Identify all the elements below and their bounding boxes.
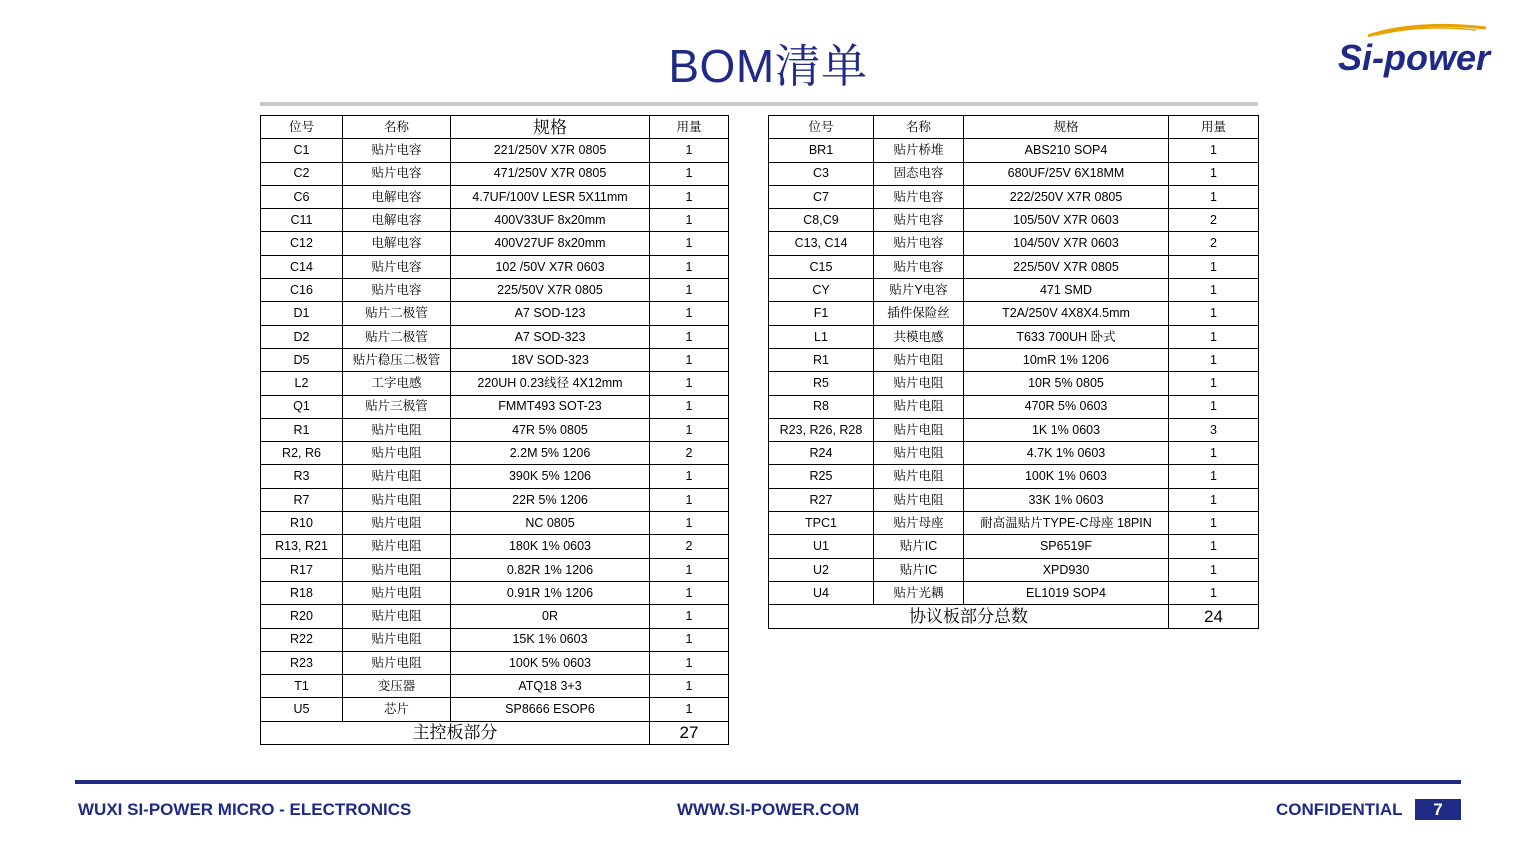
cell-spec: 22R 5% 1206 [451,488,650,511]
cell-ref: D5 [261,348,343,371]
cell-qty: 1 [650,651,729,674]
table-row [261,348,729,371]
cell-ref: R3 [261,465,343,488]
cell-name: 贴片电阻 [874,395,964,418]
cell-spec: A7 SOD-123 [451,302,650,325]
cell-qty: 1 [650,698,729,721]
table-row [261,698,729,721]
cell-name: 芯片 [343,698,451,721]
cell-ref: C15 [769,255,874,278]
cell-spec: EL1019 SOP4 [964,581,1169,604]
cell-ref: C14 [261,255,343,278]
cell-ref: R5 [769,372,874,395]
cell-name: 贴片电阻 [874,488,964,511]
cell-ref: TPC1 [769,512,874,535]
cell-name: 固态电容 [874,162,964,185]
cell-qty: 1 [650,512,729,535]
cell-qty: 1 [1169,325,1259,348]
cell-spec: 47R 5% 0805 [451,418,650,441]
cell-spec: 100K 5% 0603 [451,651,650,674]
cell-qty: 1 [650,581,729,604]
cell-name: 贴片电阻 [343,512,451,535]
cell-ref: R2, R6 [261,442,343,465]
table-header-row [261,116,729,139]
cell-qty: 1 [1169,581,1259,604]
cell-spec: 4.7K 1% 0603 [964,442,1169,465]
cell-name: 贴片光耦 [874,581,964,604]
table-row [261,279,729,302]
cell-spec: ABS210 SOP4 [964,139,1169,162]
table-row [769,581,1259,604]
header-ref: 位号 [769,116,874,139]
cell-name: 贴片IC [874,535,964,558]
cell-name: 电解电容 [343,232,451,255]
table-total-row [261,721,729,744]
cell-ref: R8 [769,395,874,418]
table-row [261,418,729,441]
cell-qty: 1 [1169,348,1259,371]
table-row [261,465,729,488]
cell-ref: R18 [261,581,343,604]
cell-name: 变压器 [343,675,451,698]
protocol-board-bom-table [768,115,1259,629]
cell-ref: C7 [769,185,874,208]
table-row [261,488,729,511]
cell-qty: 1 [650,418,729,441]
cell-qty: 1 [650,185,729,208]
cell-ref: R1 [769,348,874,371]
cell-spec: 4.7UF/100V LESR 5X11mm [451,185,650,208]
table-row [261,325,729,348]
cell-qty: 1 [650,465,729,488]
table-row [261,372,729,395]
cell-name: 贴片电容 [343,162,451,185]
cell-name: 贴片Y电容 [874,279,964,302]
cell-spec: 471 SMD [964,279,1169,302]
table-row [261,442,729,465]
cell-ref: Q1 [261,395,343,418]
cell-qty: 1 [650,279,729,302]
cell-qty: 1 [1169,279,1259,302]
cell-qty: 1 [650,325,729,348]
cell-qty: 1 [1169,185,1259,208]
table-row [769,162,1259,185]
cell-name: 贴片电阻 [343,442,451,465]
cell-spec: 0.82R 1% 1206 [451,558,650,581]
cell-spec: 0R [451,605,650,628]
cell-qty: 2 [650,535,729,558]
table-row [769,395,1259,418]
cell-name: 贴片三极管 [343,395,451,418]
cell-ref: BR1 [769,139,874,162]
cell-qty: 2 [650,442,729,465]
cell-spec: 104/50V X7R 0603 [964,232,1169,255]
cell-qty: 1 [1169,512,1259,535]
cell-ref: U5 [261,698,343,721]
cell-spec: 102 /50V X7R 0603 [451,255,650,278]
cell-ref: R23, R26, R28 [769,418,874,441]
table-row [769,558,1259,581]
table-row [769,139,1259,162]
cell-name: 贴片二极管 [343,302,451,325]
cell-name: 电解电容 [343,209,451,232]
cell-name: 贴片二极管 [343,325,451,348]
table-row [261,232,729,255]
cell-spec: A7 SOD-323 [451,325,650,348]
cell-ref: C8,C9 [769,209,874,232]
cell-ref: R1 [261,418,343,441]
cell-name: 插件保险丝 [874,302,964,325]
cell-qty: 1 [1169,302,1259,325]
total-value: 24 [1169,605,1259,628]
cell-qty: 1 [1169,535,1259,558]
cell-name: 贴片电阻 [343,628,451,651]
total-label: 协议板部分总数 [769,605,1169,628]
left-table-body [261,139,729,721]
cell-name: 贴片电阻 [343,418,451,441]
cell-qty: 3 [1169,418,1259,441]
table-row [769,209,1259,232]
table-header-row [769,116,1259,139]
cell-name: 贴片电阻 [343,605,451,628]
cell-name: 贴片电阻 [343,488,451,511]
table-row [769,348,1259,371]
table-row [769,302,1259,325]
cell-qty: 1 [650,162,729,185]
cell-spec: 221/250V X7R 0805 [451,139,650,162]
footer-confidential: CONFIDENTIAL [1276,800,1403,819]
cell-name: 贴片电阻 [343,465,451,488]
cell-qty: 1 [650,348,729,371]
table-row [769,535,1259,558]
table-row [769,488,1259,511]
cell-spec: 225/50V X7R 0805 [451,279,650,302]
cell-qty: 1 [650,372,729,395]
cell-ref: C6 [261,185,343,208]
cell-spec: NC 0805 [451,512,650,535]
cell-ref: R25 [769,465,874,488]
footer-website: WWW.SI-POWER.COM [677,800,860,819]
cell-qty: 1 [650,488,729,511]
cell-ref: D2 [261,325,343,348]
cell-qty: 1 [650,395,729,418]
cell-name: 贴片电阻 [874,418,964,441]
cell-name: 贴片电容 [874,209,964,232]
table-row [261,675,729,698]
cell-spec: 18V SOD-323 [451,348,650,371]
main-board-bom-table [260,115,729,745]
cell-spec: 180K 1% 0603 [451,535,650,558]
table-row [769,279,1259,302]
slide-title: BOM清单 [668,40,868,92]
cell-qty: 2 [1169,209,1259,232]
table-row [769,232,1259,255]
table-total-row [769,605,1259,628]
cell-spec: 10R 5% 0805 [964,372,1169,395]
table-row [261,395,729,418]
table-row [769,442,1259,465]
cell-ref: R13, R21 [261,535,343,558]
cell-ref: R23 [261,651,343,674]
cell-name: 贴片IC [874,558,964,581]
cell-qty: 1 [1169,558,1259,581]
title-divider [260,102,1258,106]
cell-qty: 1 [650,605,729,628]
cell-spec: 400V27UF 8x20mm [451,232,650,255]
cell-spec: 470R 5% 0603 [964,395,1169,418]
table-row [769,325,1259,348]
table-row [261,185,729,208]
table-row [261,302,729,325]
cell-spec: XPD930 [964,558,1169,581]
cell-spec: 0.91R 1% 1206 [451,581,650,604]
right-table-body [769,139,1259,605]
cell-name: 贴片电阻 [343,558,451,581]
table-row [261,209,729,232]
cell-qty: 1 [1169,162,1259,185]
cell-qty: 1 [650,139,729,162]
cell-name: 贴片电阻 [874,442,964,465]
header-qty: 用量 [1169,116,1259,139]
cell-ref: C3 [769,162,874,185]
cell-qty: 1 [650,232,729,255]
table-row [261,628,729,651]
cell-ref: R17 [261,558,343,581]
cell-name: 贴片电阻 [874,348,964,371]
cell-name: 贴片电容 [874,185,964,208]
table-row [769,185,1259,208]
cell-spec: SP6519F [964,535,1169,558]
table-row [769,255,1259,278]
cell-ref: C11 [261,209,343,232]
cell-spec: 222/250V X7R 0805 [964,185,1169,208]
cell-spec: 471/250V X7R 0805 [451,162,650,185]
cell-spec: 10mR 1% 1206 [964,348,1169,371]
cell-qty: 1 [1169,442,1259,465]
cell-name: 贴片电容 [343,279,451,302]
cell-name: 贴片电阻 [874,465,964,488]
cell-ref: U4 [769,581,874,604]
footer-divider [75,780,1461,784]
cell-ref: C1 [261,139,343,162]
cell-qty: 1 [650,628,729,651]
cell-name: 贴片电阻 [343,581,451,604]
cell-ref: U1 [769,535,874,558]
cell-spec: 680UF/25V 6X18MM [964,162,1169,185]
cell-spec: 225/50V X7R 0805 [964,255,1169,278]
cell-ref: L2 [261,372,343,395]
cell-name: 贴片电容 [874,232,964,255]
cell-qty: 1 [1169,465,1259,488]
cell-qty: 1 [650,675,729,698]
cell-ref: R10 [261,512,343,535]
cell-qty: 1 [1169,395,1259,418]
cell-qty: 1 [1169,139,1259,162]
table-row [261,512,729,535]
header-ref: 位号 [261,116,343,139]
cell-spec: ATQ18 3+3 [451,675,650,698]
cell-ref: C16 [261,279,343,302]
cell-ref: T1 [261,675,343,698]
cell-name: 共模电感 [874,325,964,348]
cell-qty: 1 [1169,488,1259,511]
table-row [769,372,1259,395]
cell-ref: CY [769,279,874,302]
cell-ref: R24 [769,442,874,465]
header-spec: 规格 [964,116,1169,139]
table-row [261,651,729,674]
cell-spec: SP8666 ESOP6 [451,698,650,721]
table-row [261,255,729,278]
cell-ref: R22 [261,628,343,651]
cell-ref: D1 [261,302,343,325]
cell-ref: C13, C14 [769,232,874,255]
footer-company: WUXI SI-POWER MICRO - ELECTRONICS [78,800,412,819]
cell-name: 贴片稳压二极管 [343,348,451,371]
total-value: 27 [650,721,729,744]
table-row [769,512,1259,535]
cell-name: 贴片电阻 [874,372,964,395]
cell-spec: FMMT493 SOT-23 [451,395,650,418]
cell-spec: T2A/250V 4X8X4.5mm [964,302,1169,325]
total-label: 主控板部分 [261,721,650,744]
cell-name: 贴片电容 [343,255,451,278]
cell-spec: 2.2M 5% 1206 [451,442,650,465]
cell-ref: R7 [261,488,343,511]
cell-qty: 1 [650,209,729,232]
logo-wordmark: Si-power [1338,37,1491,78]
cell-spec: 15K 1% 0603 [451,628,650,651]
cell-name: 贴片电阻 [343,535,451,558]
cell-spec: T633 700UH 卧式 [964,325,1169,348]
header-name: 名称 [343,116,451,139]
header-spec: 规格 [451,116,650,139]
cell-qty: 1 [1169,372,1259,395]
cell-spec: 33K 1% 0603 [964,488,1169,511]
cell-qty: 1 [650,558,729,581]
table-row [261,162,729,185]
table-row [261,558,729,581]
table-row [769,418,1259,441]
table-row [261,139,729,162]
cell-qty: 2 [1169,232,1259,255]
cell-name: 贴片电阻 [343,651,451,674]
cell-ref: C12 [261,232,343,255]
cell-ref: L1 [769,325,874,348]
cell-spec: 390K 5% 1206 [451,465,650,488]
table-row [261,535,729,558]
header-name: 名称 [874,116,964,139]
table-row [769,465,1259,488]
table-row [261,605,729,628]
cell-name: 贴片电容 [343,139,451,162]
cell-qty: 1 [650,302,729,325]
cell-name: 工字电感 [343,372,451,395]
cell-name: 电解电容 [343,185,451,208]
cell-spec: 100K 1% 0603 [964,465,1169,488]
cell-ref: C2 [261,162,343,185]
cell-ref: F1 [769,302,874,325]
page-number: 7 [1415,799,1461,820]
cell-ref: R20 [261,605,343,628]
cell-name: 贴片电容 [874,255,964,278]
cell-spec: 105/50V X7R 0603 [964,209,1169,232]
cell-ref: R27 [769,488,874,511]
header-qty: 用量 [650,116,729,139]
cell-qty: 1 [1169,255,1259,278]
cell-spec: 400V33UF 8x20mm [451,209,650,232]
cell-spec: 耐高温贴片TYPE-C母座 18PIN [964,512,1169,535]
cell-spec: 1K 1% 0603 [964,418,1169,441]
cell-name: 贴片母座 [874,512,964,535]
cell-name: 贴片桥堆 [874,139,964,162]
si-power-logo [1336,22,1496,82]
table-row [261,581,729,604]
cell-ref: U2 [769,558,874,581]
cell-qty: 1 [650,255,729,278]
cell-spec: 220UH 0.23线径 4X12mm [451,372,650,395]
